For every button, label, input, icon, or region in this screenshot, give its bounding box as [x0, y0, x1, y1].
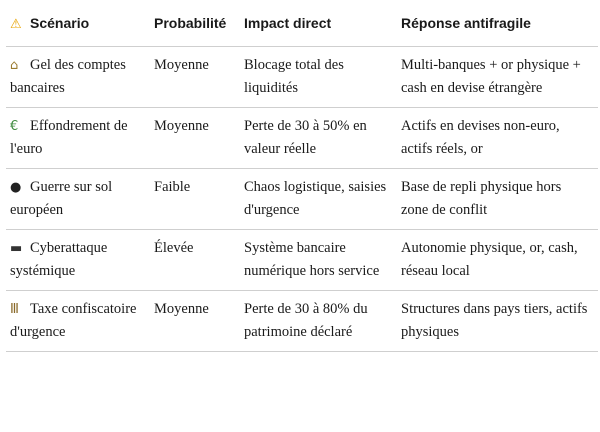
- response-cell: Autonomie physique, or, cash, réseau local: [397, 230, 598, 291]
- response-cell: Actifs en devises non-euro, actifs réels, or: [397, 108, 598, 169]
- table-row: [6, 291, 598, 352]
- response-cell: Base de repli physique hors zone de conflit: [397, 169, 598, 230]
- response-cell: Structures dans pays tiers, actifs physiques: [397, 291, 598, 352]
- probability-cell: Faible: [150, 169, 240, 230]
- table-row: [6, 169, 598, 230]
- bank-icon: ⌂: [10, 58, 19, 73]
- header-impact: Impact direct: [240, 0, 397, 47]
- table-header-row: [6, 0, 598, 47]
- scenario-text: Cyberattaque systémique: [10, 240, 108, 279]
- table-row: [6, 47, 598, 108]
- bomb-icon: ●: [10, 180, 22, 195]
- table-row: [6, 230, 598, 291]
- probability-cell: Moyenne: [150, 47, 240, 108]
- risk-scenarios-table: [6, 0, 598, 352]
- impact-cell: Blocage total des liquidités: [240, 47, 397, 108]
- header-response: Réponse antifragile: [397, 0, 598, 47]
- header-scenario: [6, 0, 150, 47]
- probability-cell: Élevée: [150, 230, 240, 291]
- scenario-cell: [6, 291, 150, 352]
- impact-cell: Perte de 30 à 80% du patrimoine déclaré: [240, 291, 397, 352]
- header-probability: Probabilité: [150, 0, 240, 47]
- impact-cell: Système bancaire numérique hors service: [240, 230, 397, 291]
- scenario-text: Guerre sur sol européen: [10, 179, 113, 218]
- warning-icon: ⚠: [10, 16, 22, 32]
- scenario-cell: [6, 108, 150, 169]
- impact-cell: Perte de 30 à 50% en valeur réelle: [240, 108, 397, 169]
- money-icon: €: [10, 119, 19, 134]
- response-cell: Multi-banques + or physique + cash en devise étrangère: [397, 47, 598, 108]
- scenario-cell: [6, 47, 150, 108]
- scenario-text: Taxe confiscatoire d'urgence: [10, 301, 137, 340]
- header-scenario-label: Scénario: [30, 14, 90, 31]
- classical-building-icon: Ⅲ: [10, 302, 19, 317]
- laptop-icon: ▬: [10, 241, 23, 256]
- probability-cell: Moyenne: [150, 291, 240, 352]
- scenario-cell: [6, 230, 150, 291]
- scenario-cell: [6, 169, 150, 230]
- probability-cell: Moyenne: [150, 108, 240, 169]
- scenario-text: Gel des comptes bancaires: [10, 57, 126, 96]
- impact-cell: Chaos logistique, saisies d'urgence: [240, 169, 397, 230]
- scenario-text: Effondrement de l'euro: [10, 118, 128, 157]
- table-row: [6, 108, 598, 169]
